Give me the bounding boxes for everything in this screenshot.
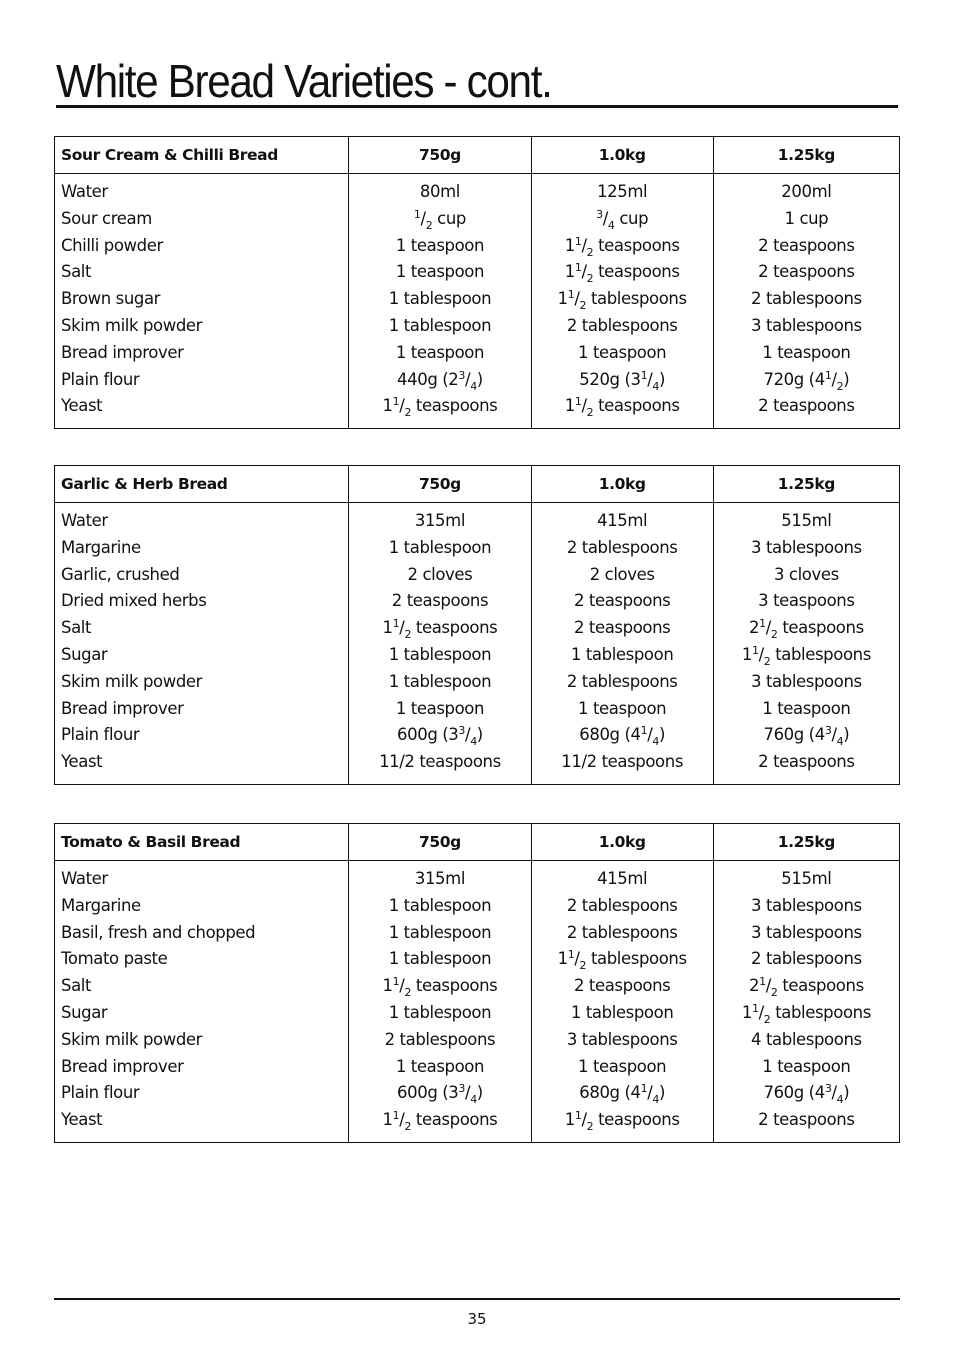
ingredient-quantity: 1 teaspoon (762, 1056, 851, 1076)
size-header: 750g (349, 137, 531, 174)
ingredient-quantity: 3 tablespoons (751, 671, 862, 691)
title-divider (56, 105, 898, 108)
ingredient-quantity: 1 teaspoon (762, 342, 851, 362)
ingredient-quantity: 315ml (414, 511, 466, 530)
ingredient-quantity: 2 tablespoons (751, 289, 862, 309)
ingredient-quantity: 2 tablespoons (384, 1029, 496, 1049)
size-header: 1.0kg (531, 137, 713, 174)
ingredient-name: Plain flour (61, 1083, 140, 1103)
fraction-numerator: 1 (759, 975, 766, 989)
ingredient-name: Bread improver (61, 698, 184, 718)
ingredient-quantity: 2 teaspoons (758, 1110, 855, 1130)
ingredient-name: Salt (61, 262, 92, 282)
fraction-numerator: 1 (392, 395, 400, 409)
fraction-denominator: 2 (586, 245, 594, 259)
ingredient-quantity: 2 tablespoons (751, 949, 862, 969)
ingredient-quantity: 1 tablespoon (388, 895, 492, 915)
ingredient-quantity: 2 teaspoons (573, 591, 671, 611)
ingredient-quantity: 315ml (414, 869, 466, 888)
ingredient-name: Dried mixed herbs (61, 591, 207, 611)
quantity-column-750g (349, 503, 531, 785)
ingredient-quantity: 1 teaspoon (395, 342, 485, 362)
ingredient-quantity: 2 tablespoons (566, 671, 678, 691)
size-header: 1.25kg (713, 466, 899, 503)
ingredient-quantity: 2 teaspoons (758, 396, 855, 416)
ingredient-quantity: $1^1/_2$ teaspoons (564, 1109, 680, 1134)
size-header: 1.25kg (713, 137, 899, 174)
fraction-numerator: 1 (413, 207, 421, 221)
fraction-denominator: 4 (470, 735, 477, 749)
ingredient-name: Bread improver (61, 1056, 184, 1076)
fraction-numerator: 3 (824, 724, 832, 738)
ingredient-quantity: 515ml (781, 511, 832, 530)
ingredient-quantity: 680g $(4^1/_4)$ (579, 1082, 666, 1107)
ingredient-quantity: 3 tablespoons (751, 922, 862, 942)
ingredient-quantity: $1^1/_2$ tablespoons (557, 288, 687, 313)
fraction-numerator: 1 (751, 643, 759, 657)
ingredient-quantity: 2 teaspoons (758, 235, 855, 255)
ingredient-quantity: 11/2 teaspoons (561, 752, 684, 772)
ingredient-name: Yeast (61, 396, 103, 416)
ingredient-quantity: 1 teaspoon (395, 235, 485, 255)
fraction-denominator: 2 (404, 628, 412, 642)
fraction-numerator: 3 (458, 368, 466, 382)
ingredient-quantity: $1^1/_2$ teaspoons (564, 234, 680, 259)
ingredient-quantity: 2 tablespoons (566, 922, 678, 942)
fraction-numerator: 1 (392, 975, 400, 989)
ingredient-quantity: 1 tablespoon (388, 922, 492, 942)
fraction-numerator: 3 (458, 724, 466, 738)
fraction-numerator: 1 (574, 1109, 582, 1123)
recipe-name: Sour Cream & Chilli Bread (55, 137, 349, 174)
ingredient-quantity: $1^1/_2$ teaspoons (382, 975, 498, 1000)
ingredient-quantity: 1 tablespoon (388, 1002, 492, 1022)
fraction-numerator: 1 (824, 368, 832, 382)
fraction-denominator: 2 (404, 986, 412, 1000)
footer-divider (54, 1298, 900, 1300)
recipe-table (54, 823, 900, 1143)
fraction-denominator: 2 (763, 654, 771, 668)
ingredient-quantity: 1 tablespoon (570, 644, 674, 664)
ingredient-name: Skim milk powder (61, 315, 203, 335)
ingredient-quantity: 1 tablespoon (388, 644, 492, 664)
ingredient-quantity: 1 tablespoon (388, 289, 492, 309)
ingredient-quantity: 80ml (419, 182, 460, 201)
ingredient-name: Plain flour (61, 725, 140, 745)
ingredient-quantity: $^3/_4$ cup (596, 207, 649, 232)
ingredient-quantity: 1 teaspoon (578, 698, 667, 718)
ingredient-column (55, 174, 349, 429)
ingredient-quantity: $1^1/_2$ tablespoons (741, 1001, 871, 1026)
size-header: 1.0kg (531, 466, 713, 503)
fraction-denominator: 2 (404, 1120, 412, 1134)
ingredient-quantity: 1 teaspoon (395, 262, 485, 282)
ingredient-quantity: 1 tablespoon (388, 671, 492, 691)
size-header: 750g (349, 466, 531, 503)
recipe-table (54, 136, 900, 429)
ingredient-quantity: 440g $(2^3/_4)$ (397, 368, 483, 393)
fraction-numerator: 1 (759, 617, 766, 631)
fraction-numerator: 1 (574, 261, 582, 275)
ingredient-name: Basil, fresh and chopped (61, 922, 256, 942)
fraction-denominator: 2 (770, 628, 778, 642)
fraction-numerator: 3 (596, 207, 603, 221)
ingredient-quantity: 2 cloves (589, 564, 655, 584)
ingredient-quantity: 2 tablespoons (566, 315, 678, 335)
ingredient-quantity: 760g $(4^3/_4)$ (763, 724, 850, 749)
quantity-column-1-25kg (713, 861, 899, 1143)
ingredient-quantity: 1 tablespoon (388, 949, 492, 969)
fraction-numerator: 1 (751, 1001, 759, 1015)
fraction-denominator: 4 (652, 735, 659, 749)
ingredient-quantity: $1^1/_2$ teaspoons (564, 261, 680, 286)
ingredient-quantity: 2 teaspoons (758, 262, 855, 282)
ingredient-name: Yeast (61, 1110, 103, 1130)
ingredient-name: Salt (61, 976, 92, 996)
ingredient-quantity: 1 teaspoon (395, 1056, 485, 1076)
ingredient-quantity: 520g $(3^1/_4)$ (579, 368, 666, 393)
fraction-numerator: 1 (567, 288, 575, 302)
ingredient-name: Yeast (61, 752, 103, 772)
ingredient-quantity: 1 tablespoon (570, 1002, 674, 1022)
ingredient-name: Brown sugar (61, 289, 161, 309)
ingredient-quantity: 3 cloves (773, 564, 839, 584)
quantity-column-750g (349, 861, 531, 1143)
ingredient-quantity: $^1/_2$ cup (413, 207, 466, 232)
fraction-denominator: 4 (836, 1093, 844, 1107)
fraction-denominator: 2 (404, 406, 412, 420)
ingredient-quantity: 1 tablespoon (388, 315, 492, 335)
ingredient-quantity: $1^1/_2$ tablespoons (557, 948, 687, 973)
fraction-numerator: 1 (640, 724, 648, 738)
fraction-denominator: 4 (607, 218, 615, 232)
fraction-numerator: 3 (824, 1082, 832, 1096)
quantity-column-1-0kg (531, 174, 713, 429)
quantity-column-750g (349, 174, 531, 429)
ingredient-column (55, 861, 349, 1143)
fraction-numerator: 1 (640, 368, 648, 382)
quantity-column-1-0kg (531, 503, 713, 785)
ingredient-name: Water (61, 511, 108, 530)
ingredient-quantity: $1^1/_2$ tablespoons (741, 643, 871, 668)
ingredient-quantity: 1 tablespoon (388, 537, 492, 557)
quantity-column-1-0kg (531, 861, 713, 1143)
ingredient-name: Sugar (61, 1002, 108, 1022)
recipe-name: Garlic & Herb Bread (55, 466, 349, 503)
quantity-column-1-25kg (713, 174, 899, 429)
ingredient-quantity: 3 tablespoons (566, 1029, 678, 1049)
recipe-table (54, 465, 900, 785)
ingredient-quantity: $1^1/_2$ teaspoons (382, 617, 498, 642)
fraction-denominator: 2 (579, 959, 587, 973)
ingredient-quantity: $1^1/_2$ teaspoons (564, 395, 680, 420)
size-header: 1.25kg (713, 824, 899, 861)
ingredient-name: Tomato paste (61, 949, 168, 969)
ingredient-quantity: 200ml (781, 182, 832, 201)
ingredient-name: Sugar (61, 644, 108, 664)
ingredient-name: Skim milk powder (61, 671, 203, 691)
ingredient-name: Bread improver (61, 342, 184, 362)
fraction-numerator: 1 (567, 948, 575, 962)
ingredient-quantity: 11/2 teaspoons (379, 752, 501, 772)
fraction-numerator: 3 (458, 1082, 466, 1096)
ingredient-quantity: $2^1/_2$ teaspoons (748, 617, 864, 642)
ingredient-quantity: 3 tablespoons (751, 315, 862, 335)
page-number: 35 (467, 1310, 487, 1328)
ingredient-quantity: 1 teaspoon (395, 698, 485, 718)
size-header: 1.0kg (531, 824, 713, 861)
fraction-denominator: 2 (770, 986, 778, 1000)
ingredient-quantity: 2 teaspoons (758, 752, 855, 772)
ingredient-name: Salt (61, 618, 92, 638)
ingredient-quantity: 2 teaspoons (573, 618, 671, 638)
ingredient-quantity: 1 teaspoon (578, 342, 667, 362)
fraction-denominator: 4 (652, 1093, 659, 1107)
ingredient-quantity: 600g $(3^3/_4)$ (397, 724, 483, 749)
ingredient-quantity: 600g $(3^3/_4)$ (397, 1082, 483, 1107)
ingredient-quantity: $1^1/_2$ teaspoons (382, 1109, 498, 1134)
fraction-numerator: 1 (640, 1082, 648, 1096)
ingredient-name: Chilli powder (61, 235, 163, 255)
ingredient-quantity: 3 tablespoons (751, 537, 862, 557)
ingredient-quantity: 2 teaspoons (573, 976, 671, 996)
fraction-numerator: 1 (574, 395, 582, 409)
ingredient-name: Margarine (61, 537, 141, 557)
ingredient-quantity: 720g $(4^1/_2)$ (763, 368, 850, 393)
ingredient-quantity: 125ml (597, 182, 648, 201)
fraction-denominator: 2 (586, 406, 594, 420)
ingredient-column (55, 503, 349, 785)
ingredient-quantity: $1^1/_2$ teaspoons (382, 395, 498, 420)
fraction-denominator: 4 (836, 735, 844, 749)
ingredient-quantity: 760g $(4^3/_4)$ (763, 1082, 850, 1107)
fraction-denominator: 4 (652, 379, 659, 393)
recipe-name: Tomato & Basil Bread (55, 824, 349, 861)
ingredient-quantity: 415ml (597, 511, 648, 530)
ingredient-quantity: 4 tablespoons (751, 1029, 862, 1049)
fraction-denominator: 4 (470, 1093, 477, 1107)
ingredient-quantity: 1 teaspoon (762, 698, 851, 718)
fraction-denominator: 2 (763, 1012, 771, 1026)
ingredient-quantity: 415ml (597, 869, 648, 888)
ingredient-quantity: 1 teaspoon (578, 1056, 667, 1076)
fraction-denominator: 2 (586, 272, 594, 286)
ingredient-quantity: 1 cup (784, 208, 829, 228)
ingredient-name: Plain flour (61, 369, 140, 389)
ingredient-name: Margarine (61, 895, 141, 915)
ingredient-quantity: 3 tablespoons (751, 895, 862, 915)
ingredient-name: Water (61, 182, 108, 201)
size-header: 750g (349, 824, 531, 861)
ingredient-quantity: $2^1/_2$ teaspoons (748, 975, 864, 1000)
ingredient-quantity: 2 tablespoons (566, 895, 678, 915)
quantity-column-1-25kg (713, 503, 899, 785)
ingredient-quantity: 2 teaspoons (391, 591, 489, 611)
ingredient-quantity: 2 cloves (407, 564, 473, 584)
fraction-denominator: 4 (470, 379, 477, 393)
fraction-denominator: 2 (586, 1120, 594, 1134)
fraction-numerator: 1 (574, 234, 582, 248)
ingredient-name: Sour cream (61, 208, 152, 228)
fraction-denominator: 2 (579, 299, 587, 313)
ingredient-quantity: 680g $(4^1/_4)$ (579, 724, 666, 749)
fraction-denominator: 2 (836, 379, 844, 393)
ingredient-quantity: 515ml (781, 869, 832, 888)
ingredient-quantity: 2 tablespoons (566, 537, 678, 557)
fraction-numerator: 1 (392, 617, 400, 631)
ingredient-name: Skim milk powder (61, 1029, 203, 1049)
ingredient-quantity: 3 teaspoons (758, 591, 855, 611)
ingredient-name: Water (61, 869, 108, 888)
page-title: White Bread Varieties - cont. (56, 55, 552, 107)
fraction-denominator: 2 (425, 218, 433, 232)
fraction-numerator: 1 (392, 1109, 400, 1123)
ingredient-name: Garlic, crushed (61, 564, 180, 584)
